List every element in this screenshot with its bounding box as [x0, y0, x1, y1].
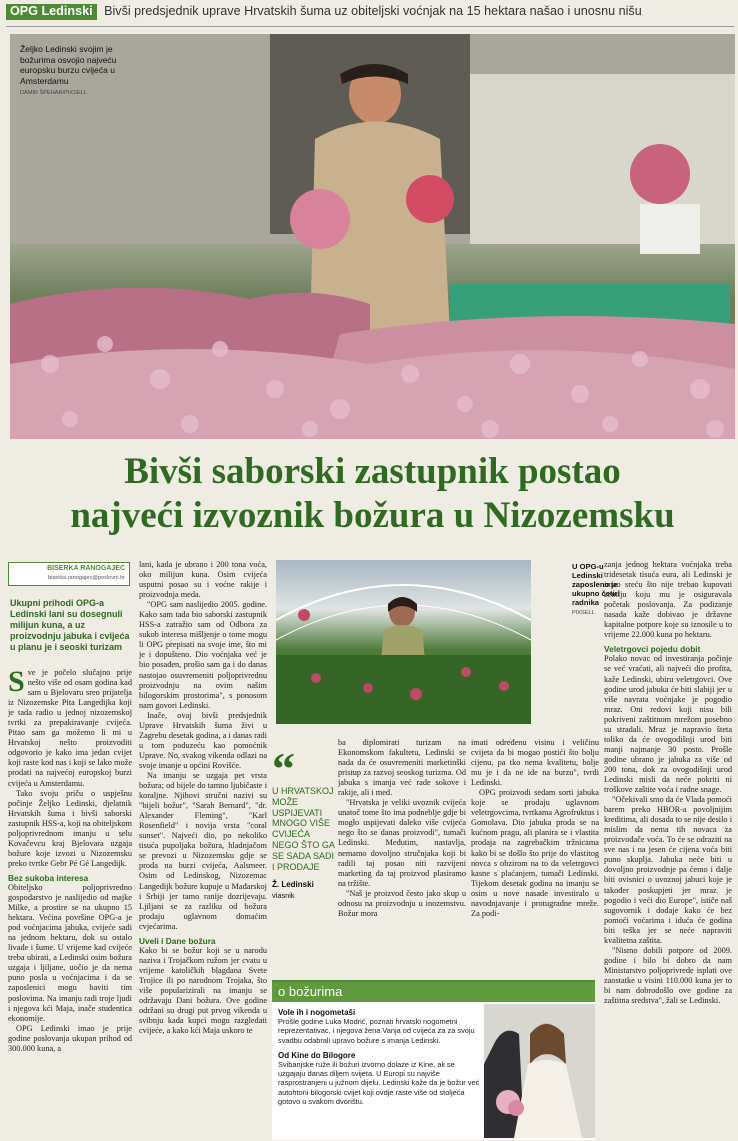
worker-photo — [276, 560, 531, 724]
info-paragraph: Prošle godine Luka Modrić, poznati hrvatski nogometni reprezentativac, i njegova žena Vanja od cvijeća za za svoju svadbu odabrali upravo božure s imanja Ledinski. — [278, 1017, 475, 1045]
caption-text: U OPG-u Ledinski zaposleno je ukupno četiri radnika — [572, 562, 620, 607]
caption-text: Željko Ledinski svojim je božurima osvojio najveću europsku burzu cvijeća u Amsterdamu — [20, 44, 117, 86]
paragraph-text: ve je počelo slučajno prije nešto više od osam godina kad sam u Bjelovaru sreo prijatelja iz Nizozemske Pita Langedijka koji je tada radio u jednoj nizozemskoj tvrtki za prepakiravanje cvijeća. Pitao sam ga možemo li mi u Hrvatskoj nešto proizvoditi odgovorio je kako ima jedan cvijet koji raste kod nas i koji se lako može prodati na najvećoj europskoj burzi cvijeća u Amsterdamu. — [8, 668, 132, 788]
lede: Ukupni prihodi OPG-a Ledinski lani su dosegnuli milijun kuna, a uz proizvodnju jabuka i cvijeća u planu je i seoski turizam — [10, 598, 130, 652]
photo-credit: PIXSELL — [572, 610, 595, 616]
byline-name: BISERKA RANOGAJEC — [47, 565, 125, 572]
drop-cap: S — [8, 668, 25, 698]
paragraph: "OPG sam naslijedio 2005. godine. Kako sam tada bio saborski zastupnik HSS-a zatražio sam od Odbora za sukob interesa mišljenje o tome mogu li OPG prepisati na svoje ime, što mi je i dopušteno. Dio voćnjaka već je bio posađen, prošio sam ga i do danas nastojao osuvremeniti poljoprivrednu proizvodnju na ovim našim bilogorskim prostorima", s ponosom nam govori Ledinski. — [139, 600, 267, 710]
info-heading: Vole ih i nogometaši — [278, 1008, 356, 1017]
quote-role: vlasnik — [272, 891, 295, 901]
quote-author: Ž. Ledinski — [272, 880, 314, 890]
quote-mark-icon: “ — [272, 743, 295, 794]
info-box-text — [278, 1006, 480, 1106]
paragraph: Polako novac od investiranja počinje se već vraćati, ali najveći dio profita, kaže Ledinski, ubiru veletrgovci. Ove godine urod jabuka će biti slabiji jer u više navrata voćnjake je pogodio mraz. Oni redovi koji nisu bili pokriveni zaštitnom mrežom posebno su stradali. Mraz je napravio šteta toliko da će ovogodišnji urod biti manji najmanje 30 posto. Prošle godine ubrano je jabuka za više od 200 tona, dok za ovogodišnji urod Ledinski misli da neće pokriti ni troškove zaštite voća i radne snage. — [604, 654, 732, 795]
article-column-1 — [8, 668, 132, 1138]
paragraph: Tako svoju priču o uspješnu počinje Željko Ledinski, djelatnik Hrvatskih šuma i bivši saborski zastupnik HSS-a, koji na obiteljskom poljoprivrednom imanju u selu Kovačevcu kraj Bjelovara uzgaja božure koje izvozi u Nizozemsku preko tvrtke Gebr Pé Gé Langedijk. — [8, 788, 132, 868]
greenhouse-illustration — [276, 560, 531, 724]
kicker: Bivši predsjednik uprave Hrvatskih šuma uz obiteljski voćnjak na 15 hektara našao i unosnu nišu — [104, 4, 642, 18]
article-column-2 — [139, 560, 267, 1138]
quote-text: U HRVATSKOJ MOŽE USPIJEVATI MNOGO VIŠE CVIJEĆA NEGO ŠTO GA SE SADA SADI I PRODAJE — [272, 786, 335, 872]
paragraph: OPG Ledinski imao je prije godine poslovanja ukupan prihod od 300.000 kuna, a — [8, 1023, 132, 1053]
pull-quote — [272, 743, 336, 902]
paragraph — [8, 668, 132, 789]
paragraph: Inače, ovaj bivši predsjednik Uprave Hrvatskih šuma živi u Zagrebu desetak godina, a i danas radi u tom poduzeću kao pomoćnik Uprave. No, svakog vikenda odlazi na svoje imanje u općini Rovišće. — [139, 710, 267, 770]
article-column-5 — [604, 560, 732, 1138]
info-heading: Od Kine do Bilogore — [278, 1050, 356, 1060]
article-column-4 — [471, 738, 599, 978]
byline-email[interactable]: biserka.ranogajec@poslovni.hr — [48, 575, 125, 581]
info-box-title: o božurima — [272, 982, 595, 1002]
paragraph: "Naš je proizvod često jako skup u odnosu na proizvodnju u inozemstvu. Božur mora — [338, 888, 466, 918]
info-box — [272, 980, 595, 1140]
paragraph: OPG proizvodi sedam sorti jabuka koje se prodaju uglavnom veletrgovcima, tvrtkama Agrofruktus i Gomolava. Dio jabuka proda se na kućnom pragu, ali planira se i vlastita prodaja na zagrebačkim tržnicama kako bi se došlo što prije do vlastitog novca s obzirom na to da veletrgovci kasne s plaćanjem, tumači Ledinski. Tijekom desetak godina na imanju se osim u nove nasade investiralo u navodnjavanje i protugradne mreže. Za podi- — [471, 788, 599, 918]
paragraph: imati određenu visinu i veličinu cvijeta da bi mogao postići što bolju cijenu, pa tko nema kvalitetu, bolje mu je i da ne ide na burzu", tvrdi Ledinski. — [471, 738, 599, 788]
headline-line-1: Bivši saborski zastupnik postao — [124, 451, 621, 492]
wedding-photo — [484, 1004, 595, 1138]
article-column-3 — [338, 738, 466, 978]
paragraph: "Očekivali smo da će Vlada pomoći barem preko HBOR-a povoljnijim kreditima, ali dosada to se nije desilo i mislim da nema tih novaca za proizvođače voća. To će se odraziti na sve nas i na jesen će cijena voća biti puno skuplja. Jabuka neće biti u dovoljno proizvodnje pa ćemo i dalje biti ovisnici o uvoznoj jabuci koje je također poskupjeti jer mraz je pogodio i veći dio Europe", ističe naš sugovornik i dodaje kako će bez pomoći voćarima i iduća će godina biti teška jer se neće napraviti kvalitetna zaštita. — [604, 795, 732, 945]
paragraph: Obiteljsko poljoprivredno gospodarstvo je naslijedio od majke Milke, a prostire se na ukupno 15 hektara. Većina površine OPG-a je pod voćnjacima jabuka, cvijeće sadi na jednom hektaru, dok su ostalo livade i šume. U vrijeme kad cvijeće treba ubirati, a Ledinski osim božura uzgaja i ljiljane, uočio je da nema puno posla u voćnjacima i da se zaposlenici mogu baviti tim poslovima. Na imanju radi troje ljudi i njegova kći Maja, inače studentica ekonomije. — [8, 882, 132, 1023]
info-paragraph: Svibanjske ruže ili božuri izvorno dolaze iz Kine, ali se uzgajaju danas diljem svijeta. U Europi su najviše rasprostranjeni u južnom dijelu. Ledinski kaže da je božur već autohtoni bilogorski cvijet koji ovdje raste više od stoljeća gotovo u svakom dvorištu. — [278, 1060, 480, 1106]
section-label: OPG Ledinski — [6, 4, 97, 20]
subheading: Uveli i Dane božura — [139, 935, 216, 946]
headline — [10, 450, 735, 538]
section-strip — [6, 4, 734, 27]
headline-line-2: najveći izvoznik božura u Nizozemsku — [70, 495, 675, 536]
bride-illustration — [484, 1004, 595, 1138]
paragraph: ba diplomirati turizam na Ekonomskom fakultetu, Ledinski se nada da će osuvremeniti marketinški pristup za razvoj seoskog turizma. Od jabuka s imanja već rade sokove i rakije, ali i med. — [338, 738, 466, 798]
paragraph: "Hrvatska je veliki uvoznik cvijeća unatoč tome što ima podneblje gdje bi mogło uspijevati daleko više cvijeća nego što se danas proizvodi", tumači Ledinski. Međutim, nastavlja, nemamo dovoljno stručnjaka koji bi radili taj posao niti razvijeni marketing da taj proizvod plasiramo na tržište. — [338, 798, 466, 888]
paragraph: lani, kada je ubrano i 200 tona voća, oko milijun kuna. Osim cvijeća usputni posao su i voćne rakije i proizvodnja meda. — [139, 560, 267, 600]
subheading: Bez sukoba interesa — [8, 872, 89, 883]
subheading: Veletrgovci pojedu dobit — [604, 644, 701, 655]
paragraph: zanja jednog hektara voćnjaka treba tridesetak tisuća eura, ali Ledinski je imao sreću što nije trebao kupovati zemlju koju mu je osiguravala početak poslovanja. Za podizanje nasada kaže dobivao je državne kapitalne potpore koje su iznosile u to vrijeme 22.000 kuna po hektaru. — [604, 560, 732, 640]
photo-credit: DAMIR ŠPEHAR/PIXSELL — [20, 90, 87, 96]
paragraph: Kako bi se božur koji se u narodu naziva i Trojačkom ružom jer cvatu u vrijeme katoličkih blagdana Svete Trojice ili po narodnom Trojaka, što više popularizirali na imanju se održavaju Dani božura. Ove godine održani su drugi put prvog vikenda u svibnju kada kupci mogu razgledati cvijeće, a kako kći Maja uskoro te — [139, 945, 267, 1036]
paragraph: Na imanju se uzgaja pet vrsta božura; od bijele do tamno ljubičaste i koraljne. Njihovi stručni nazivi su "bijeli božur", "Sarah Bernard", "dr. Alexander Fleming", "Karl Rosenfield" i novija vrsta "coral sunset". Najveći dio, po nekoliko tisuća pupoljaka božura, hladnjačom se prevozi u Nizozemsku gdje se proda na burzi cvijeća, Aalsmeer. Osim od Ledinskog, Nizozemac Langedijk božure kupuje u Mađarskoj i Srbiji jer tamo ranije dozrijevaju. Ljiljani se za razliku od božura prodaju uglavnom domaćim cvjećarima. — [139, 770, 267, 931]
main-photo-caption — [20, 44, 130, 99]
paragraph: "Nismo dobili potpore od 2009. godine i bilo bi dobro da nam Ministarstvo poljoprivrede isplati ove zaostatke u visini 110.000 kuna jer to bi nam dobrodošlo ove godine za zaštitna sredstva", žali se Ledinski. — [604, 945, 732, 1006]
byline-box — [8, 562, 130, 586]
